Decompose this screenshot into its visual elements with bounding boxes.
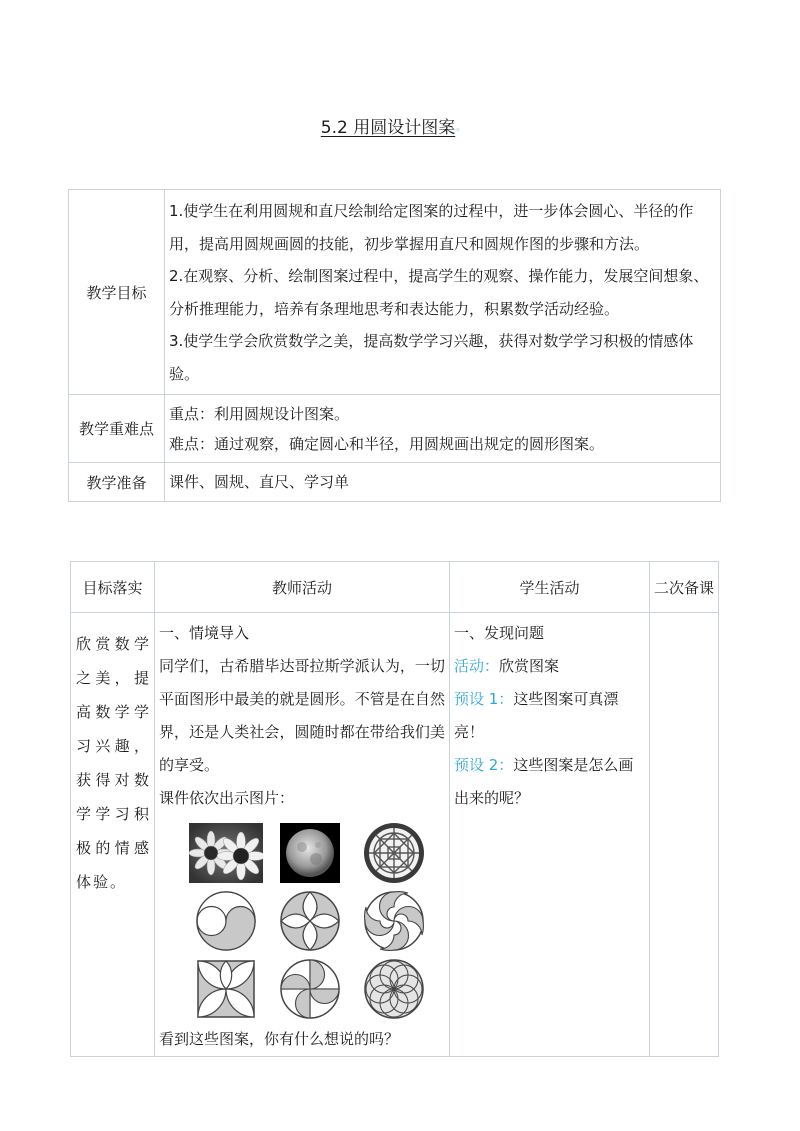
preset-1-text: 这些图案可真漂亮！ bbox=[454, 690, 619, 741]
preset-1-tag: 预设 1： bbox=[454, 690, 514, 708]
lesson-info-table bbox=[68, 189, 721, 502]
rosette-pattern-icon bbox=[357, 957, 431, 1021]
teacher-question: 看到这些图案，你有什么想说的吗？ bbox=[159, 1030, 400, 1048]
sunflower-image bbox=[189, 821, 263, 885]
objectives-label: 教学目标 bbox=[69, 190, 165, 395]
preset-2-text: 这些图案是怎么画出来的呢？ bbox=[454, 756, 634, 807]
revision-cell bbox=[650, 613, 719, 1057]
pinwheel-pattern-icon bbox=[273, 957, 347, 1021]
header-student: 学生活动 bbox=[450, 562, 650, 613]
header-teacher: 教师活动 bbox=[155, 562, 450, 613]
pattern-gallery bbox=[189, 821, 435, 1021]
yin-yang-pattern-icon bbox=[189, 889, 263, 953]
objective-3: 3.使学生学会欣赏数学之美，提高数学学习兴趣，获得对数学学习积极的情感体验。 bbox=[169, 332, 694, 383]
key-points-label: 教学重难点 bbox=[69, 395, 165, 463]
activity-tag: 活动： bbox=[454, 657, 500, 675]
window-lattice-image bbox=[357, 821, 431, 885]
page-title: 5.2 用圆设计图案。 bbox=[320, 118, 466, 138]
header-revision: 二次备课 bbox=[650, 562, 719, 613]
objectives-cell bbox=[165, 190, 721, 395]
student-activity bbox=[454, 650, 645, 683]
objective-1: 1.使学生在利用圆规和直尺绘制给定图案的过程中，进一步体会圆心、半径的作用，提高用圆规画圆的技能，初步掌握用直尺和圆规作图的步骤和方法。 bbox=[169, 202, 694, 253]
swirl-pattern-icon bbox=[357, 889, 431, 953]
teacher-cell bbox=[155, 613, 450, 1057]
activity-text: 欣赏图案 bbox=[499, 657, 560, 675]
teacher-intro: 同学们，古希腊毕达哥拉斯学派认为，一切平面图形中最美的就是圆形。不管是在自然界，还是人类社会，圆随时都在带给我们美的享受。 bbox=[159, 657, 445, 774]
difficult-point: 难点：通过观察，确定圆心和半径，用圆规画出规定的圆形图案。 bbox=[169, 435, 605, 453]
key-point: 重点：利用圆规设计图案。 bbox=[169, 405, 350, 423]
student-section-title: 一、发现问题 bbox=[454, 624, 545, 642]
preset-2-tag: 预设 2： bbox=[454, 756, 514, 774]
objective-2: 2.在观察、分析、绘制图案过程中，提高学生的观察、操作能力，发展空间想象、分析推理能力，培养有条理地思考和表达能力，积累数学活动经验。 bbox=[169, 267, 709, 318]
key-points-cell bbox=[165, 395, 721, 463]
goal-cell: 欣赏数学之美，提高数学学习兴趣，获得对数学学习积极的情感体验。 bbox=[71, 613, 155, 1057]
teacher-section-title: 一、情境导入 bbox=[159, 624, 250, 642]
teacher-show-pictures: 课件依次出示图片： bbox=[159, 789, 295, 807]
student-preset-2 bbox=[454, 749, 645, 815]
moon-image bbox=[273, 821, 347, 885]
square-petal-pattern-icon bbox=[189, 957, 263, 1021]
prep-cell: 课件、圆规、直尺、学习单 bbox=[165, 463, 721, 502]
student-cell bbox=[450, 613, 650, 1057]
four-petal-pattern-icon bbox=[273, 889, 347, 953]
prep-label: 教学准备 bbox=[69, 463, 165, 502]
student-preset-1 bbox=[454, 683, 645, 749]
header-goal: 目标落实 bbox=[71, 562, 155, 613]
activity-table bbox=[70, 561, 719, 1057]
